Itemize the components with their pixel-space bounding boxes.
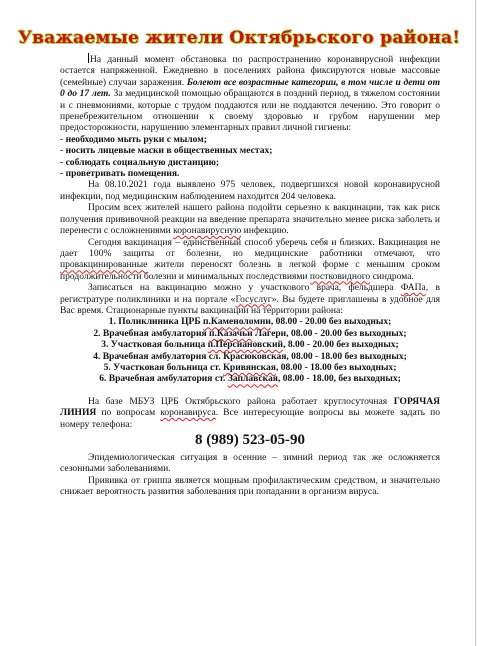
document-body xyxy=(60,53,440,498)
hotline-emphasis: ГОРЯЧАЯ ЛИНИЯ xyxy=(60,395,440,419)
vaccination-point: 2. Врачебная амбулатория п.Казачьи Лагери, 08.00 - 20.00 без выходных; xyxy=(93,327,407,339)
rule-item: - носить лицевые маски в общественных местах; xyxy=(60,145,273,157)
paragraph-situation: На данный момент обстановка по распространению коронавирусной инфекции остается напряженной. Ежедневно в поселениях района фиксируются новые массовые (семейные) случаи заражения. Болеют все возрастные категории, в том числе и дети от 0 до 17 лет. За медицинской помощью обращаются в поздний период, в тяжелом состоянии и с пневмониями, которые с трудом поддаются или не поддаются лечению. Это говорит о пренебрежительном отношении к своему здоровью и грубом нарушении мер предосторожности, нарушению элементарных правил личной гигиены: xyxy=(60,54,440,134)
hotline-phone-number: 8 (989) 523-05-90 xyxy=(195,432,305,448)
paragraph-hotline: На базе МБУЗ ЦРБ Октябрьского района работает круглосуточная ГОРЯЧАЯ ЛИНИЯ по вопросам коронавируса. Все интересующие вопросы вы можете задать по номеру телефона: xyxy=(60,395,440,430)
text-cursor xyxy=(88,53,89,63)
vaccination-point: 4. Врачебная амбулатория сл. Красюковская, 08.00 - 18.00 без выходных; xyxy=(93,350,407,362)
paragraph-appeal: Просим всех жителей нашего района подойти серьезно к вакцинации, так как риск получения прививочной реакции на введение препарата значительно менее риска заболеть и перенести с осложнениями коронавирусную инфекцию. xyxy=(60,202,440,237)
paragraph-vaccination: Сегодня вакцинация – единственный способ уберечь себя и близких. Вакцинация не дает 100% защиты от болезни, но медицинские работники отмечают, что провакцинированные жители переносят болезнь в легкой форме с меньшим сроком продолжительности болезни и минимальных последствиями постковидного синдрома. xyxy=(60,236,440,282)
paragraph-statistics: На 08.10.2021 года выявлено 975 человек, подвергшихся новой коронавирусной инфекции, под медицинским наблюдением находится 204 человека. xyxy=(60,179,440,202)
page-edge xyxy=(475,0,476,646)
vaccination-point: 1. Поликлиника ЦРБ п.Каменоломни, 08.00 - 20.00 без выходных; xyxy=(108,316,392,328)
paragraph-flu: Прививка от гриппа является мощным профилактическим средством, и значительно снижает вероятность развития заболевания при попадании в организм вируса. xyxy=(60,474,440,498)
rule-item: - проветривать помещения. xyxy=(60,168,180,180)
vaccination-points-list xyxy=(60,316,440,384)
age-categories-emphasis: Болеют все возрастные категории, в том числе и дети от 0 до 17 лет. xyxy=(60,76,440,100)
hygiene-rules-list xyxy=(60,134,440,180)
spacer xyxy=(60,385,440,396)
vaccination-point: 3. Участковая больница п.Персиановский, 8.00 - 20.00 без выходных; xyxy=(101,339,399,351)
paragraph-season: Эпидемиологическая ситуация в осенние – зимний период так же осложняется сезонными заболеваниями. xyxy=(60,452,440,475)
vaccination-point: 6. Врачебная амбулатория ст. Заплавская, 08.00 - 18.00, без выходных; xyxy=(99,373,401,385)
vaccination-point: 5. Участковая больница ст. Кривянская, 08.00 - 18.00 без выходных; xyxy=(103,361,397,373)
page-title: Уважаемые жители Октябрьского района! xyxy=(17,28,461,48)
rule-item: - соблюдать социальную дистанцию; xyxy=(60,156,220,168)
rule-item: - необходимо мыть руки с мылом; xyxy=(60,133,207,145)
paragraph-signup: Записаться на вакцинацию можно у участкового врача, фельдшера ФАПа, в регистратуре поликлиники и на портале «Госуслуг». Вы будете приглашены в удобное для Вас время. Стационарные пункты вакцинации на территории района: xyxy=(60,282,441,316)
